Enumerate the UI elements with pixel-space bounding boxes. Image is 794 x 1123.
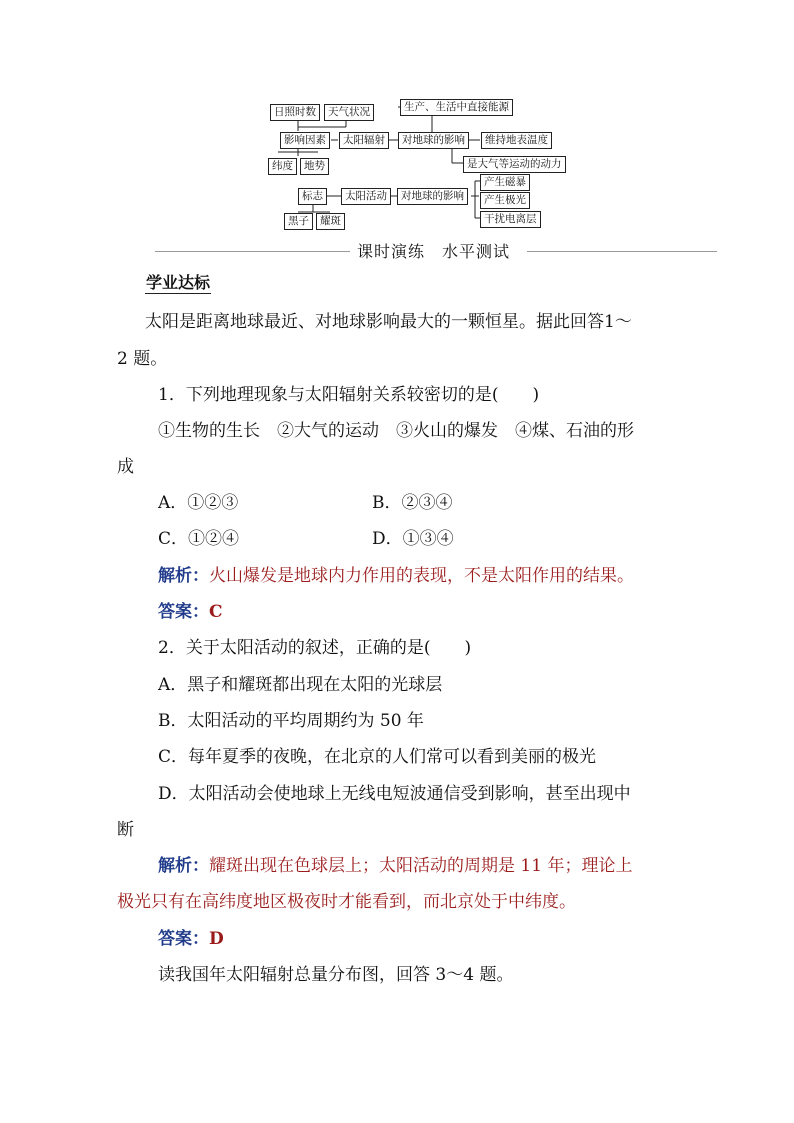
q1-analysis: [158, 561, 634, 586]
q1-stem: 1．下列地理现象与太阳辐射关系较密切的是( ): [158, 385, 540, 405]
q1-analysis-text: 火山爆发是地球内力作用的表现，不是太阳作用的结果。: [209, 566, 634, 586]
q2-option-b: B．太阳活动的平均周期约为 50 年: [158, 711, 424, 731]
box-sunspot: 黑子: [284, 213, 313, 230]
q2-analysis-text: 耀斑出现在色球层上；太阳活动的周期是 11 年；理论上: [209, 856, 633, 876]
divider-left: [155, 251, 350, 252]
next-instruction: 读我国年太阳辐射总量分布图，回答 3～4 题。: [158, 965, 514, 985]
q2-stem: 2．关于太阳活动的叙述，正确的是( ): [158, 638, 472, 658]
box-aurora: 产生极光: [480, 192, 530, 209]
q1-option-c: C．①②④: [158, 529, 240, 549]
q1-option-b: B．②③④: [372, 493, 453, 513]
q2-analysis-label: 解析：: [158, 856, 209, 876]
section-title: 学业达标: [145, 270, 211, 294]
q1-answer-value: C: [209, 602, 223, 622]
box-weather: 天气状况: [324, 104, 374, 121]
q1-items-cont: 成: [117, 457, 134, 477]
box-radiation: 太阳辐射: [339, 132, 389, 149]
box-flare: 耀斑: [316, 213, 345, 230]
q1-answer: [158, 597, 223, 622]
divider-right: [527, 251, 717, 252]
box-energy: 生产、生活中直接能源: [400, 99, 513, 116]
box-factors: 影响因素: [280, 132, 330, 149]
intro-line: 太阳是距离地球最近、对地球影响最大的一颗恒星。据此回答1～: [145, 312, 632, 332]
q2-answer: [158, 924, 224, 949]
box-sunshine: 日照时数: [270, 104, 320, 121]
q1-items: ①生物的生长 ②大气的运动 ③火山的爆发 ④煤、石油的形: [158, 421, 634, 441]
q2-analysis-cont: 极光只有在高纬度地区极夜时才能看到，而北京处于中纬度。: [117, 892, 576, 912]
box-activity: 太阳活动: [341, 188, 391, 205]
q2-option-a: A．黑子和耀斑都出现在太阳的光球层: [158, 675, 443, 695]
box-effect2: 对地球的影响: [397, 188, 468, 205]
q1-analysis-label: 解析：: [158, 566, 209, 586]
box-effect1: 对地球的影响: [398, 132, 469, 149]
q2-option-d: D．太阳活动会使地球上无线电短波通信受到影响，甚至出现中: [158, 784, 631, 804]
q2-option-c: C．每年夏季的夜晚，在北京的人们常可以看到美丽的极光: [158, 747, 597, 767]
box-terrain: 地势: [300, 158, 329, 175]
box-signs: 标志: [298, 188, 327, 205]
box-temp: 维持地表温度: [481, 132, 552, 149]
q1-option-a: A．①②③: [158, 493, 239, 513]
divider-title: 课时演练 水平测试: [357, 242, 511, 261]
box-magnetic: 产生磁暴: [480, 174, 530, 191]
q2-analysis: [158, 851, 632, 876]
box-latitude: 纬度: [268, 158, 297, 175]
q1-option-d: D．①③④: [372, 529, 454, 549]
concept-diagram: [258, 96, 562, 232]
q2-option-d-cont: 断: [117, 820, 134, 840]
box-ionosphere: 干扰电离层: [480, 211, 541, 228]
q2-answer-label: 答案：: [158, 929, 209, 949]
q2-answer-value: D: [209, 929, 224, 949]
q1-answer-label: 答案：: [158, 602, 209, 622]
box-power: 是大气等运动的动力: [463, 156, 566, 173]
intro-line-2: 2 题。: [117, 349, 168, 369]
